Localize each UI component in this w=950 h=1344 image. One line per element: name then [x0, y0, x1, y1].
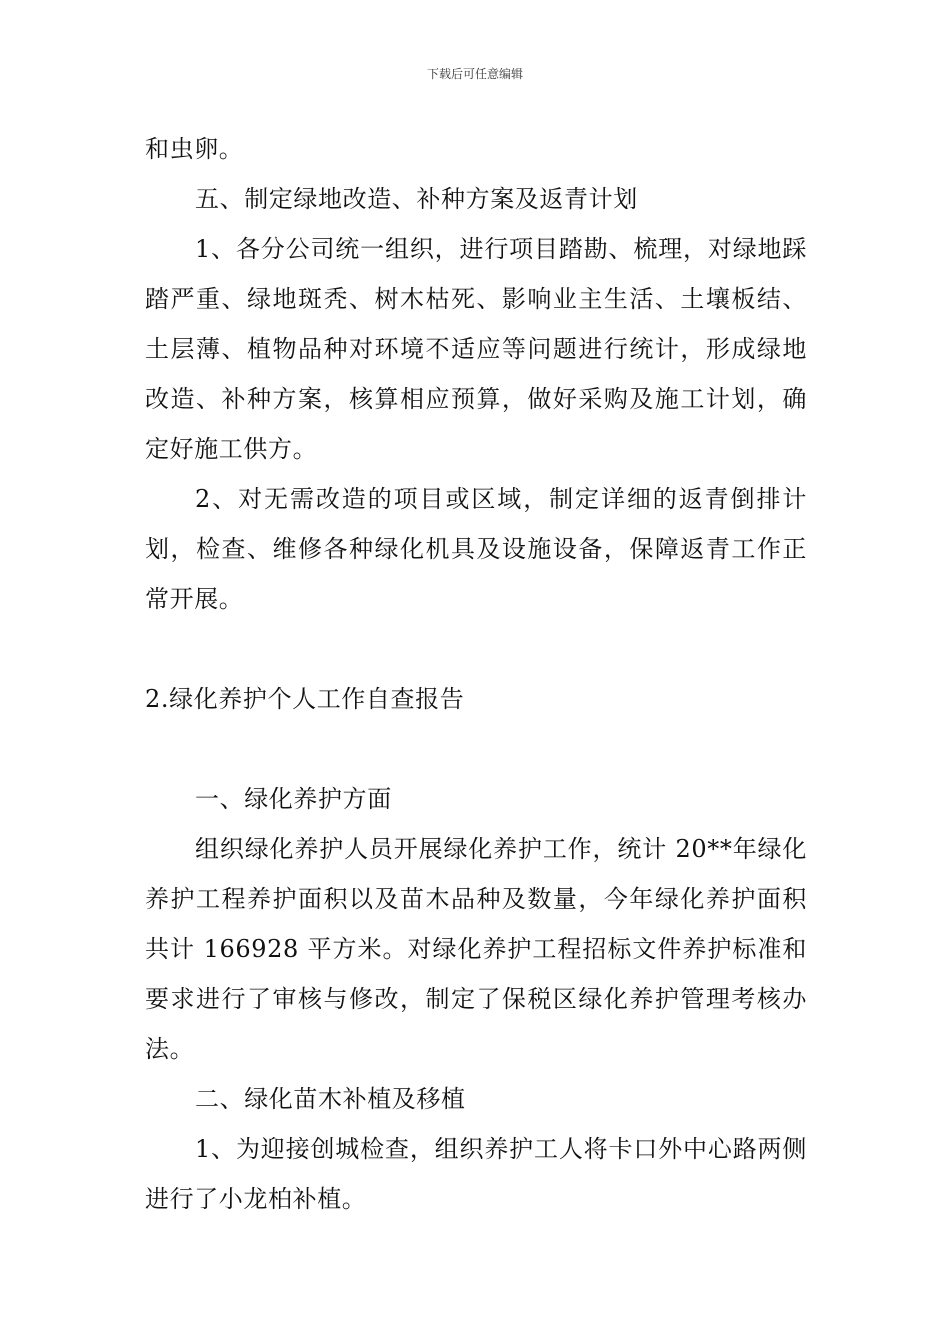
paragraph: 和虫卵。 — [145, 135, 244, 163]
paragraph: 1、各分公司统一组织，进行项目踏勘、梳理，对绿地踩踏严重、绿地斑秃、树木枯死、影响业主生活、土壤板结、土层薄、植物品种对环境不适应等问题进行统计，形成绿地改造、补种方案，核算相应预算，做好采购及施工计划，确定好施工供方。 — [145, 235, 807, 463]
section-heading: 五、制定绿地改造、补种方案及返青计划 — [195, 185, 638, 213]
paragraph: 组织绿化养护人员开展绿化养护工作，统计 20**年绿化养护工程养护面积以及苗木品种及数量，今年绿化养护面积共计 166928 平方米。对绿化养护工程招标文件养护标准和要求进行了审核与修改，制定了保税区绿化养护管理考核办法。 — [145, 835, 807, 1063]
section-heading: 二、绿化苗木补植及移植 — [195, 1085, 466, 1113]
section-heading: 一、绿化养护方面 — [195, 785, 392, 813]
page-header-note: 下载后可任意编辑 — [426, 67, 523, 81]
paragraph: 1、为迎接创城检查，组织养护工人将卡口外中心路两侧进行了小龙柏补植。 — [145, 1135, 807, 1213]
document-body — [145, 124, 807, 1224]
report-title: 2.绿化养护个人工作自查报告 — [145, 685, 465, 713]
paragraph: 2、对无需改造的项目或区域，制定详细的返青倒排计划，检查、维修各种绿化机具及设施设备，保障返青工作正常开展。 — [145, 485, 807, 613]
